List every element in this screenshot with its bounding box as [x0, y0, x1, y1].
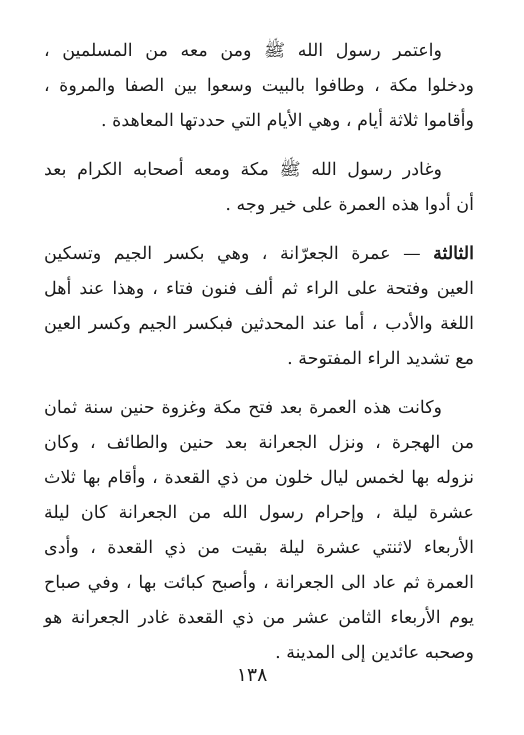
- text-line: العمرة ثم عاد الى الجعرانة ، وأصبح كبائت بها ، وفي صباح: [44, 573, 474, 593]
- text-line: نزوله بها لخمس ليال خلون من ذي القعدة ، وأقام بها ثلاث: [44, 468, 474, 488]
- paragraph-2: [44, 153, 474, 223]
- text-line: مع تشديد الراء المفتوحة .: [287, 349, 474, 369]
- text-line: العين وفتحة على الراء ثم ألف فنون فتاء ، وهذا عند أهل: [44, 279, 474, 299]
- text-line: عشرة ليلة ، وإحرام رسول الله من الجعرانة كان ليلة: [44, 503, 474, 523]
- text-line: واعتمر رسول الله ﷺ ومن معه من المسلمين ،: [44, 41, 442, 61]
- paragraph-3: [44, 237, 474, 377]
- text-line: وكانت هذه العمرة بعد فتح مكة وغزوة حنين سنة ثمان: [44, 398, 442, 418]
- text-line: وصحبه عائدين إلى المدينة .: [275, 643, 474, 663]
- text-line: أن أدوا هذه العمرة على خير وجه .: [225, 195, 474, 215]
- text-line: الأربعاء لاثنتي عشرة ليلة بقيت من ذي القعدة ، وأدى: [44, 538, 474, 558]
- text-line: وغادر رسول الله ﷺ مكة ومعه أصحابه الكرام بعد: [44, 160, 442, 180]
- page-number: ١٣٨: [236, 664, 268, 686]
- text-line: يوم الأربعاء الثامن عشر من ذي القعدة غادر الجعرانة هو: [44, 608, 474, 628]
- text-line-content: — عمرة الجعرّانة ، وهي بكسر الجيم وتسكين: [44, 244, 421, 264]
- section-heading: الثالثة: [433, 244, 474, 264]
- text-line: اللغة والأدب ، أما عند المحدثين فبكسر الجيم وكسر العين: [44, 314, 474, 334]
- text-line: ودخلوا مكة ، وطافوا بالبيت وسعوا بين الصفا والمروة ،: [44, 76, 474, 96]
- text-line: وأقاموا ثلاثة أيام ، وهي الأيام التي حددتها المعاهدة .: [101, 111, 474, 131]
- paragraph-4: [44, 391, 474, 671]
- body-text: [44, 34, 474, 671]
- paragraph-1: [44, 34, 474, 139]
- text-line: من الهجرة ، ونزل الجعرانة بعد حنين والطائف ، وكان: [44, 433, 474, 453]
- text-line: [44, 237, 474, 272]
